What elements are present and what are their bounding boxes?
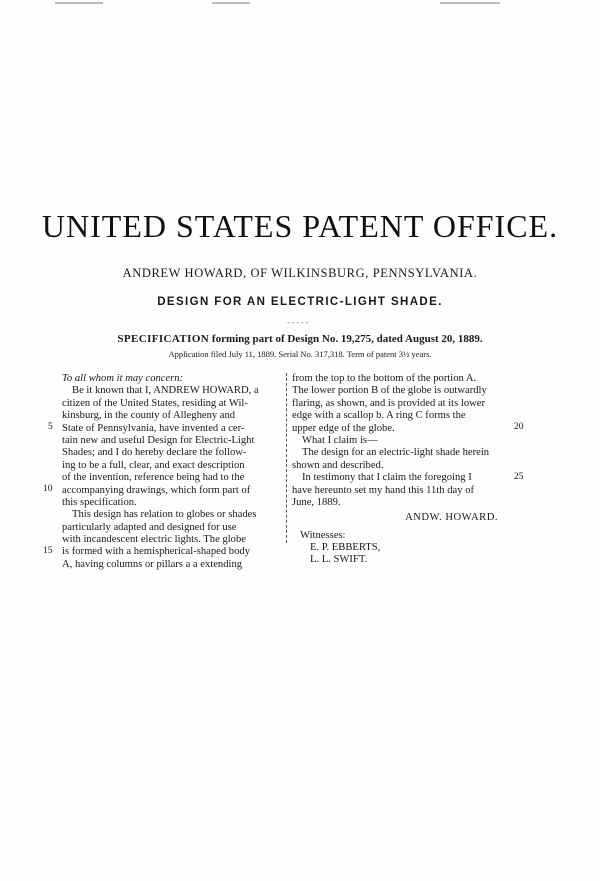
column-divider: [286, 373, 287, 543]
claim-heading: What I claim is—: [302, 434, 378, 446]
top-rule-left: [55, 2, 103, 4]
body-line: accompanying drawings, which form part of: [62, 484, 251, 496]
top-rule-right: [440, 2, 500, 4]
testimony-line: June, 1889.: [292, 496, 341, 508]
body-line: State of Pennsylvania, have invented a cer-: [62, 422, 245, 434]
application-line: Application filed July 11, 1889. Serial No. 317,318. Term of patent 3½ years.: [168, 349, 432, 359]
body-line: from the top to the bottom of the portion A.: [292, 373, 477, 384]
inventor-signature: ANDW. HOWARD.: [405, 512, 498, 524]
specification-detail: forming part of Design No. 19,275, dated August 20, 1889.: [211, 333, 483, 345]
claim-text: shown and described.: [292, 459, 384, 471]
inventor-line: ANDREW HOWARD, OF WILKINSBURG, PENNSYLVANIA.: [122, 266, 478, 280]
body-line: of the invention, reference being had to the: [62, 472, 245, 484]
specification-line: [0, 333, 600, 345]
body-line: flaring, as shown, and is provided at its lower: [292, 397, 486, 409]
body-line: upper edge of the globe.: [292, 422, 395, 434]
claim-text: The design for an electric-light shade herein: [302, 447, 490, 459]
body-line: this specification.: [62, 496, 137, 508]
line-number: 20: [514, 422, 524, 432]
line-number: 10: [43, 484, 53, 494]
line-number: 25: [514, 472, 524, 482]
top-rule-mid: [212, 2, 250, 4]
body-line: The lower portion B of the globe is outwardly: [292, 385, 487, 397]
body-line: Be it known that I, ANDREW HOWARD, a: [72, 385, 259, 397]
patent-office-title: UNITED STATES PATENT OFFICE.: [41, 208, 559, 244]
body-line: kinsburg, in the county of Allegheny and: [62, 410, 236, 422]
left-column: [62, 373, 280, 571]
witnesses-label: Witnesses:: [300, 529, 346, 541]
body-line: A, having columns or pillars a a extending: [62, 558, 243, 570]
witness-name: L. L. SWIFT.: [310, 554, 368, 566]
ornament-divider: - - - - -: [287, 318, 309, 327]
testimony-line: have hereunto set my hand this 11th day of: [292, 484, 475, 496]
witness-name: E. P. EBBERTS,: [310, 542, 381, 554]
body-line: ing to be a full, clear, and exact description: [62, 459, 245, 471]
line-number: 5: [48, 422, 53, 432]
specification-label: SPECIFICATION: [117, 333, 210, 345]
body-line: tain new and useful Design for Electric-Light: [62, 434, 255, 446]
testimony-line: In testimony that I claim the foregoing I: [302, 472, 472, 484]
salutation: To all whom it may concern:: [62, 373, 184, 384]
design-title: DESIGN FOR AN ELECTRIC-LIGHT SHADE.: [157, 296, 443, 308]
line-number: 15: [43, 546, 53, 556]
right-column: [292, 373, 510, 567]
body-line: This design has relation to globes or shades: [72, 509, 257, 521]
body-line: citizen of the United States, residing at Wil-: [62, 397, 248, 409]
body-line: particularly adapted and designed for use: [62, 521, 237, 533]
body-line: edge with a scallop b. A ring C forms the: [292, 410, 466, 422]
body-line: is formed with a hemispherical-shaped body: [62, 546, 250, 558]
body-line: with incandescent electric lights. The globe: [62, 534, 246, 546]
body-line: Shades; and I do hereby declare the follow-: [62, 447, 247, 459]
